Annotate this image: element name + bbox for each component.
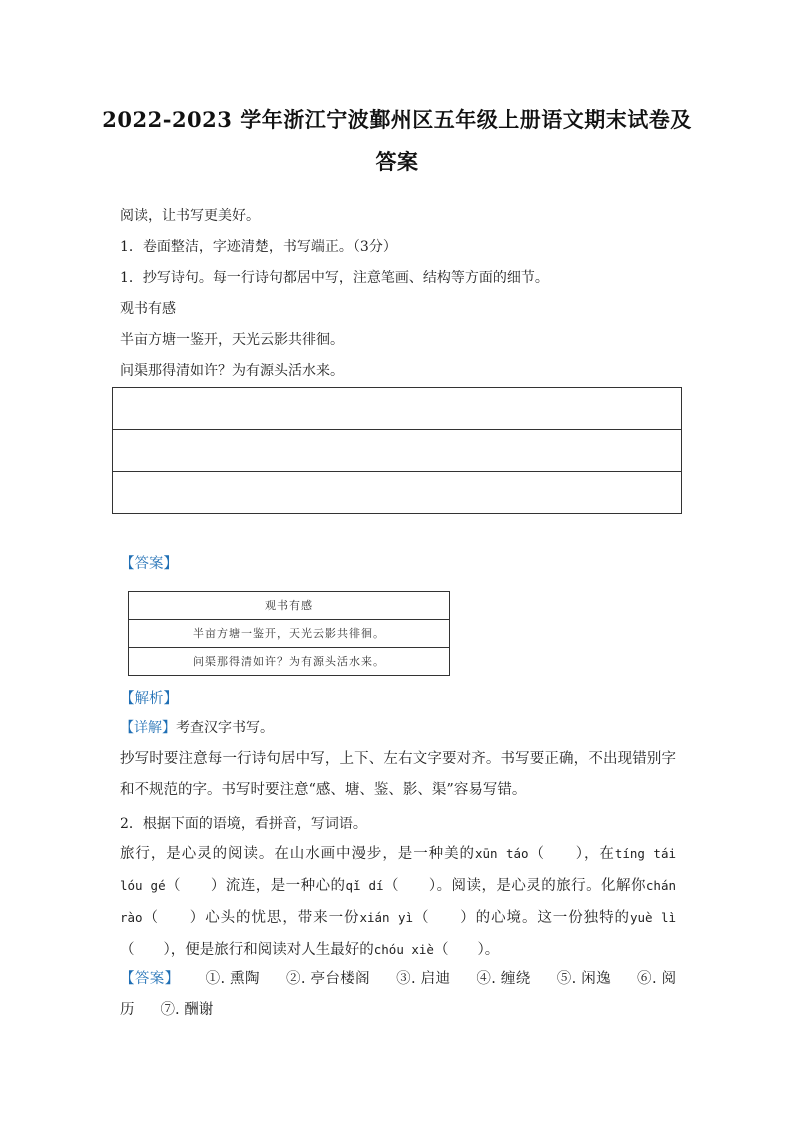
pinyin-3: qǐ dí [345, 878, 384, 893]
poem-title: 观书有感 [120, 301, 176, 317]
question-2-prompt: 2．根据下面的语境，看拼音，写词语。 [120, 816, 367, 832]
writing-row [113, 388, 681, 430]
pinyin-7: chóu xiè [373, 942, 434, 957]
passage-text: （ ）的心境。这一份独特的 [413, 910, 630, 926]
pinyin-1: xūn táo [474, 846, 529, 861]
passage-text: 旅行，是心灵的阅读。在山水画中漫步，是一种美的 [120, 846, 475, 862]
answer-item: ⑦. 酬谢 [160, 1002, 214, 1018]
question-1-instruction: 1．抄写诗句。每一行诗句都居中写，注意笔画、结构等方面的细节。 [120, 270, 549, 286]
passage-text: （ ）。阅读，是心灵的旅行。化解你 [383, 878, 646, 894]
pinyin-4: chán rào [120, 878, 677, 925]
document-title-line-2: 答案 [375, 149, 419, 174]
question-1-heading: 1．卷面整洁，字迹清楚，书写端正。（3分） [120, 239, 397, 255]
pinyin-2: tíng tái lóu gé [120, 846, 676, 893]
writing-row [113, 472, 681, 513]
answer-item: ②. 亭台楼阁 [285, 971, 371, 987]
answer-table-row: 问渠那得清如许？为有源头活水来。 [193, 655, 385, 668]
answer-item: ⑥. 阅历 [120, 971, 677, 1018]
poem-line-1: 半亩方塘一鉴开，天光云影共徘徊。 [120, 332, 344, 348]
question-2-passage [120, 838, 676, 966]
answer-table-row: 半亩方塘一鉴开，天光云影共徘徊。 [129, 620, 449, 648]
document-title-line-1: 2022-2023 学年浙江宁波鄞州区五年级上册语文期末试卷及 [102, 107, 692, 132]
passage-text: （ ），在 [528, 846, 615, 862]
poem-line-2: 问渠那得清如许？为有源头活水来。 [120, 363, 344, 379]
detail-label: 【详解】 [120, 720, 176, 736]
detail-text: 考查汉字书写。 [176, 720, 274, 736]
analysis-label: 【解析】 [120, 691, 178, 707]
analysis-detail [120, 718, 680, 738]
answer-table-row: 观书有感 [129, 592, 449, 620]
answer-item: ③. 启迪 [396, 971, 451, 987]
answer-table [128, 591, 450, 676]
pinyin-6: yuè lì [629, 910, 677, 925]
answer-item: ⑤. 闲逸 [556, 971, 612, 987]
analysis-paragraph: 抄写时要注意每一行诗句居中写，上下、左右文字要对齐。书写要正确，不出现错别字和不规范的字。书写时要注意“感、塘、鉴、影、渠”容易写错。 [120, 751, 676, 798]
pinyin-5: xián yì [359, 910, 414, 925]
answer-item: ④. 缠绕 [476, 971, 531, 987]
answer-item: ①. 熏陶 [205, 971, 260, 987]
passage-text: （ ）心头的忧思，带来一份 [142, 910, 360, 926]
passage-text: （ ）流连，是一种心的 [165, 878, 346, 894]
writing-grid [112, 387, 682, 514]
passage-text: （ ），便是旅行和阅读对人生最好的 [120, 942, 374, 958]
answer-label-2: 【答案】 [120, 971, 180, 987]
passage-text: （ ）。 [433, 942, 500, 958]
writing-row [113, 430, 681, 472]
answer-label: 【答案】 [120, 556, 178, 572]
intro-lead: 阅读，让书写更美好。 [120, 208, 260, 224]
question-2-answers [120, 964, 676, 1026]
